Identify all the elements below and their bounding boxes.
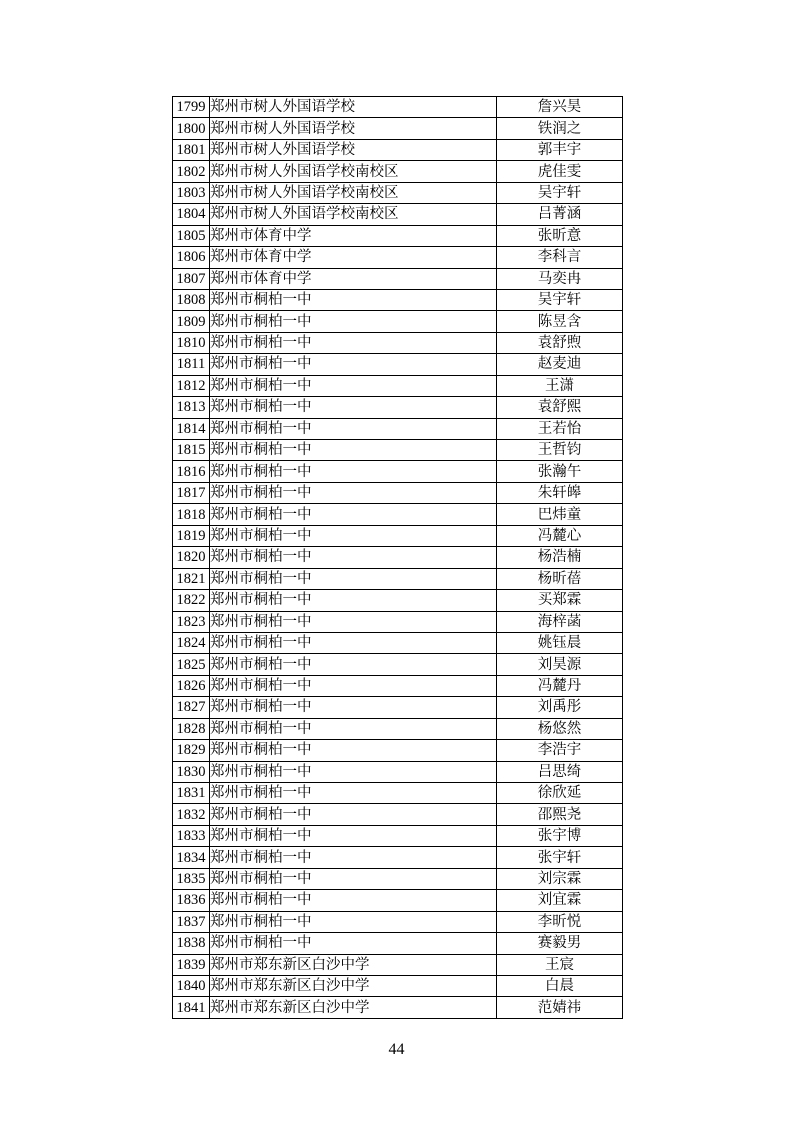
- school-name-cell: 郑州市郑东新区白沙中学: [210, 997, 497, 1018]
- school-name-cell: 郑州市桐柏一中: [210, 825, 497, 846]
- row-number-cell: 1805: [173, 225, 210, 246]
- row-number-cell: 1832: [173, 804, 210, 825]
- page-number: 44: [388, 1041, 405, 1058]
- table-row: [173, 418, 623, 439]
- table-row: [173, 825, 623, 846]
- student-name-cell: 张宇轩: [497, 847, 623, 868]
- table-row: [173, 268, 623, 289]
- school-name-cell: 郑州市桐柏一中: [210, 504, 497, 525]
- student-name-cell: 冯麓丹: [497, 675, 623, 696]
- table-row: [173, 654, 623, 675]
- row-number-cell: 1824: [173, 632, 210, 653]
- school-name-cell: 郑州市树人外国语学校南校区: [210, 204, 497, 225]
- row-number-cell: 1841: [173, 997, 210, 1018]
- student-name-cell: 王若怡: [497, 418, 623, 439]
- table-row: [173, 182, 623, 203]
- school-name-cell: 郑州市桐柏一中: [210, 354, 497, 375]
- row-number-cell: 1812: [173, 375, 210, 396]
- student-name-cell: 虎佳雯: [497, 161, 623, 182]
- school-name-cell: 郑州市桐柏一中: [210, 740, 497, 761]
- roster-table: [172, 96, 623, 1019]
- student-name-cell: 马奕冉: [497, 268, 623, 289]
- row-number-cell: 1817: [173, 482, 210, 503]
- student-name-cell: 詹兴昊: [497, 97, 623, 118]
- school-name-cell: 郑州市桐柏一中: [210, 547, 497, 568]
- table-row: [173, 761, 623, 782]
- student-name-cell: 李浩宇: [497, 740, 623, 761]
- row-number-cell: 1827: [173, 697, 210, 718]
- school-name-cell: 郑州市桐柏一中: [210, 804, 497, 825]
- row-number-cell: 1830: [173, 761, 210, 782]
- student-name-cell: 吕菁涵: [497, 204, 623, 225]
- table-row: [173, 890, 623, 911]
- student-name-cell: 买郑霖: [497, 590, 623, 611]
- student-name-cell: 袁舒熙: [497, 397, 623, 418]
- table-row: [173, 718, 623, 739]
- row-number-cell: 1828: [173, 718, 210, 739]
- row-number-cell: 1825: [173, 654, 210, 675]
- row-number-cell: 1800: [173, 118, 210, 139]
- student-name-cell: 李昕悦: [497, 911, 623, 932]
- school-name-cell: 郑州市桐柏一中: [210, 482, 497, 503]
- student-name-cell: 王哲钧: [497, 440, 623, 461]
- student-name-cell: 李科言: [497, 247, 623, 268]
- table-row: [173, 204, 623, 225]
- school-name-cell: 郑州市桐柏一中: [210, 611, 497, 632]
- row-number-cell: 1804: [173, 204, 210, 225]
- row-number-cell: 1808: [173, 289, 210, 310]
- table-row: [173, 590, 623, 611]
- row-number-cell: 1823: [173, 611, 210, 632]
- student-name-cell: 赵麦迪: [497, 354, 623, 375]
- row-number-cell: 1836: [173, 890, 210, 911]
- school-name-cell: 郑州市郑东新区白沙中学: [210, 975, 497, 996]
- school-name-cell: 郑州市树人外国语学校南校区: [210, 161, 497, 182]
- table-row: [173, 933, 623, 954]
- row-number-cell: 1811: [173, 354, 210, 375]
- table-row: [173, 568, 623, 589]
- table-row: [173, 161, 623, 182]
- table-row: [173, 397, 623, 418]
- row-number-cell: 1833: [173, 825, 210, 846]
- row-number-cell: 1809: [173, 311, 210, 332]
- student-name-cell: 海梓菡: [497, 611, 623, 632]
- school-name-cell: 郑州市树人外国语学校南校区: [210, 182, 497, 203]
- roster-table-body: [173, 97, 623, 1019]
- student-name-cell: 范婧祎: [497, 997, 623, 1018]
- row-number-cell: 1831: [173, 783, 210, 804]
- school-name-cell: 郑州市树人外国语学校: [210, 97, 497, 118]
- row-number-cell: 1806: [173, 247, 210, 268]
- table-row: [173, 354, 623, 375]
- student-name-cell: 姚钰晨: [497, 632, 623, 653]
- row-number-cell: 1826: [173, 675, 210, 696]
- table-row: [173, 375, 623, 396]
- student-name-cell: 杨浩楠: [497, 547, 623, 568]
- student-name-cell: 刘禹彤: [497, 697, 623, 718]
- row-number-cell: 1838: [173, 933, 210, 954]
- school-name-cell: 郑州市桐柏一中: [210, 375, 497, 396]
- row-number-cell: 1834: [173, 847, 210, 868]
- school-name-cell: 郑州市体育中学: [210, 268, 497, 289]
- student-name-cell: 郭丰宇: [497, 139, 623, 160]
- table-row: [173, 783, 623, 804]
- table-row: [173, 440, 623, 461]
- student-name-cell: 刘宗霖: [497, 868, 623, 889]
- school-name-cell: 郑州市桐柏一中: [210, 397, 497, 418]
- table-row: [173, 97, 623, 118]
- student-name-cell: 吴宇轩: [497, 182, 623, 203]
- table-row: [173, 911, 623, 932]
- table-row: [173, 225, 623, 246]
- school-name-cell: 郑州市桐柏一中: [210, 718, 497, 739]
- row-number-cell: 1803: [173, 182, 210, 203]
- student-name-cell: 吴宇轩: [497, 289, 623, 310]
- row-number-cell: 1822: [173, 590, 210, 611]
- table-row: [173, 311, 623, 332]
- row-number-cell: 1801: [173, 139, 210, 160]
- school-name-cell: 郑州市体育中学: [210, 225, 497, 246]
- row-number-cell: 1829: [173, 740, 210, 761]
- table-row: [173, 332, 623, 353]
- row-number-cell: 1837: [173, 911, 210, 932]
- table-row: [173, 847, 623, 868]
- table-row: [173, 740, 623, 761]
- row-number-cell: 1814: [173, 418, 210, 439]
- student-name-cell: 刘宜霖: [497, 890, 623, 911]
- row-number-cell: 1807: [173, 268, 210, 289]
- row-number-cell: 1821: [173, 568, 210, 589]
- school-name-cell: 郑州市桐柏一中: [210, 847, 497, 868]
- table-row: [173, 461, 623, 482]
- student-name-cell: 刘昊源: [497, 654, 623, 675]
- school-name-cell: 郑州市桐柏一中: [210, 289, 497, 310]
- school-name-cell: 郑州市桐柏一中: [210, 568, 497, 589]
- row-number-cell: 1802: [173, 161, 210, 182]
- school-name-cell: 郑州市桐柏一中: [210, 418, 497, 439]
- school-name-cell: 郑州市桐柏一中: [210, 440, 497, 461]
- row-number-cell: 1839: [173, 954, 210, 975]
- table-row: [173, 289, 623, 310]
- student-name-cell: 张宇博: [497, 825, 623, 846]
- row-number-cell: 1810: [173, 332, 210, 353]
- table-row: [173, 525, 623, 546]
- student-name-cell: 张瀚午: [497, 461, 623, 482]
- school-name-cell: 郑州市桐柏一中: [210, 911, 497, 932]
- school-name-cell: 郑州市桐柏一中: [210, 868, 497, 889]
- student-name-cell: 王潇: [497, 375, 623, 396]
- school-name-cell: 郑州市桐柏一中: [210, 761, 497, 782]
- table-row: [173, 868, 623, 889]
- school-name-cell: 郑州市桐柏一中: [210, 311, 497, 332]
- row-number-cell: 1840: [173, 975, 210, 996]
- student-name-cell: 巴炜童: [497, 504, 623, 525]
- student-name-cell: 杨昕蓓: [497, 568, 623, 589]
- student-name-cell: 徐欣延: [497, 783, 623, 804]
- table-row: [173, 975, 623, 996]
- student-name-cell: 陈昱含: [497, 311, 623, 332]
- table-row: [173, 675, 623, 696]
- row-number-cell: 1818: [173, 504, 210, 525]
- table-row: [173, 482, 623, 503]
- row-number-cell: 1835: [173, 868, 210, 889]
- row-number-cell: 1819: [173, 525, 210, 546]
- school-name-cell: 郑州市体育中学: [210, 247, 497, 268]
- student-name-cell: 吕思绮: [497, 761, 623, 782]
- row-number-cell: 1799: [173, 97, 210, 118]
- row-number-cell: 1813: [173, 397, 210, 418]
- school-name-cell: 郑州市桐柏一中: [210, 632, 497, 653]
- school-name-cell: 郑州市桐柏一中: [210, 590, 497, 611]
- table-row: [173, 954, 623, 975]
- row-number-cell: 1820: [173, 547, 210, 568]
- student-name-cell: 张昕意: [497, 225, 623, 246]
- student-name-cell: 朱轩皞: [497, 482, 623, 503]
- school-name-cell: 郑州市桐柏一中: [210, 332, 497, 353]
- student-name-cell: 王宸: [497, 954, 623, 975]
- table-row: [173, 632, 623, 653]
- school-name-cell: 郑州市桐柏一中: [210, 783, 497, 804]
- school-name-cell: 郑州市桐柏一中: [210, 654, 497, 675]
- student-name-cell: 冯麓心: [497, 525, 623, 546]
- student-name-cell: 袁舒煦: [497, 332, 623, 353]
- table-row: [173, 804, 623, 825]
- table-row: [173, 697, 623, 718]
- row-number-cell: 1815: [173, 440, 210, 461]
- school-name-cell: 郑州市桐柏一中: [210, 675, 497, 696]
- table-row: [173, 547, 623, 568]
- school-name-cell: 郑州市桐柏一中: [210, 933, 497, 954]
- row-number-cell: 1816: [173, 461, 210, 482]
- student-name-cell: 杨悠然: [497, 718, 623, 739]
- table-row: [173, 611, 623, 632]
- table-row: [173, 118, 623, 139]
- table-row: [173, 139, 623, 160]
- school-name-cell: 郑州市树人外国语学校: [210, 139, 497, 160]
- school-name-cell: 郑州市桐柏一中: [210, 461, 497, 482]
- table-row: [173, 247, 623, 268]
- school-name-cell: 郑州市桐柏一中: [210, 697, 497, 718]
- school-name-cell: 郑州市郑东新区白沙中学: [210, 954, 497, 975]
- table-row: [173, 504, 623, 525]
- student-name-cell: 白晨: [497, 975, 623, 996]
- student-name-cell: 铁润之: [497, 118, 623, 139]
- school-name-cell: 郑州市桐柏一中: [210, 890, 497, 911]
- student-name-cell: 邵熙尧: [497, 804, 623, 825]
- school-name-cell: 郑州市树人外国语学校: [210, 118, 497, 139]
- school-name-cell: 郑州市桐柏一中: [210, 525, 497, 546]
- student-name-cell: 赛毅男: [497, 933, 623, 954]
- table-row: [173, 997, 623, 1018]
